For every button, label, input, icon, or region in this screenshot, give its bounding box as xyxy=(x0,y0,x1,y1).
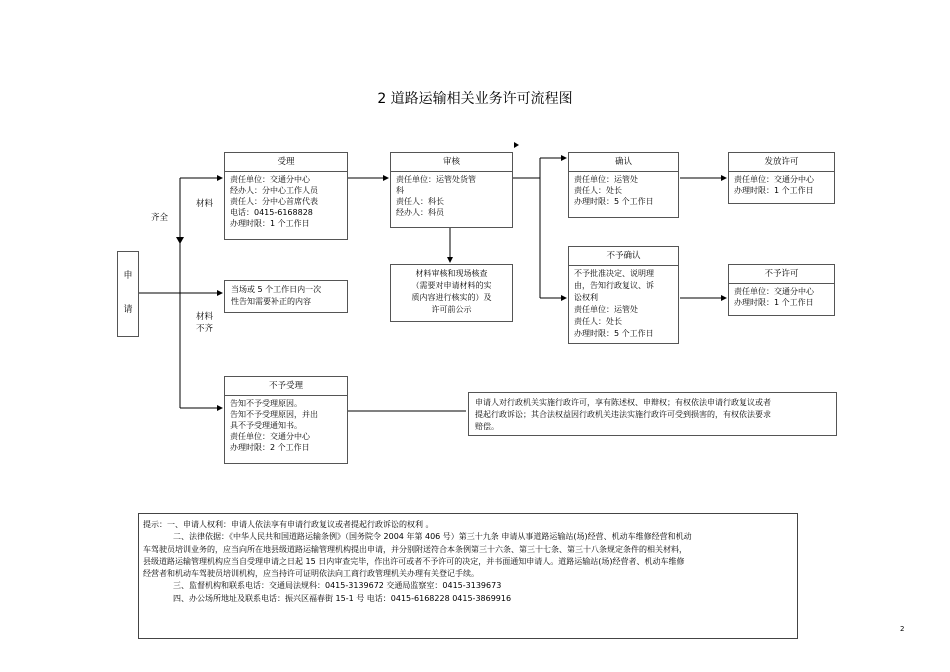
confirm-line: 办理时限：5 个工作日 xyxy=(574,197,654,206)
page-number: 2 xyxy=(900,625,905,633)
no-confirm-header: 不予确认 xyxy=(569,247,678,266)
no-permit-line: 责任单位：交通分中心 xyxy=(734,287,814,296)
review-note-line: （需要对申请材料的实 xyxy=(411,281,492,290)
review-box xyxy=(390,152,513,228)
confirm-header: 确认 xyxy=(569,153,678,172)
note-line: 县级道路运输管理机构应当自受理申请之日起 15 日内审查完毕，作出许可或者不予许可的决定，并书面通知申请人。道路运输站(场)经营者、机动车维修 xyxy=(143,556,685,566)
no-permit-box xyxy=(728,264,835,316)
confirm-line: 责任单位：运管处 xyxy=(574,175,638,184)
reject-line: 具不予受理通知书。 xyxy=(230,421,302,430)
note-line: 四、办公场所地址及联系电话：振兴区福春街 15-1 号 电话：0415-6168228 0415-3869916 xyxy=(173,593,512,603)
note-line: 经营者和机动车驾驶员培训机构，应当持许可证明依法向工商行政管理机关办理有关登记手续。 xyxy=(143,569,479,579)
review-note-box xyxy=(390,264,513,322)
rights-line: 赔偿。 xyxy=(475,422,499,431)
accept-line: 电话：0415-6168828 xyxy=(230,208,313,217)
review-note-line: 质内容进行核实的）及 xyxy=(411,293,492,302)
no-confirm-line: 办理时限：5 个工作日 xyxy=(574,329,654,338)
review-line: 科 xyxy=(396,186,404,195)
label-materials: 材料 xyxy=(196,199,214,209)
issue-line: 办理时限：1 个工作日 xyxy=(734,186,814,195)
note-line: 提示：一、申请人权利：申请人依法享有申请行政复议或者提起行政诉讼的权利 。 xyxy=(143,520,434,529)
label-incomplete: 不齐 xyxy=(196,324,214,334)
page-title: 2 道路运输相关业务许可流程图 xyxy=(377,91,573,107)
rights-line: 提起行政诉讼；其合法权益因行政机关违法实施行政许可受到损害的，有权依法要求 xyxy=(475,410,771,419)
reject-header: 不予受理 xyxy=(225,377,347,396)
review-header: 审核 xyxy=(391,153,512,172)
applicant-box xyxy=(117,251,139,337)
issue-header: 发放许可 xyxy=(729,153,834,172)
accept-line: 办理时限：1 个工作日 xyxy=(230,219,310,228)
accept-line: 经办人：分中心工作人员 xyxy=(230,186,318,195)
confirm-line: 责任人：处长 xyxy=(574,186,622,195)
no-confirm-line: 由，告知行政复议、诉 xyxy=(574,281,654,290)
confirm-box xyxy=(568,152,679,218)
rights-line: 申请人对行政机关实施行政许可，享有陈述权、申辩权；有权依法申请行政复议或者 xyxy=(475,398,771,407)
note-line: 二、法律依据：《中华人民共和国道路运输条例》（国务院令 2004 年第 406 号）第三十九条 申请从事道路运输站(场)经营、机动车维修经营和机动 xyxy=(173,532,692,542)
reject-box xyxy=(224,376,348,464)
review-line: 经办人：科员 xyxy=(396,208,444,217)
applicant-char-1: 申 xyxy=(123,271,133,281)
label-complete: 齐全 xyxy=(151,213,169,223)
accept-header: 受理 xyxy=(225,153,347,172)
review-line: 责任人：科长 xyxy=(396,197,444,206)
accept-box xyxy=(224,152,348,240)
no-permit-line: 办理时限：1 个工作日 xyxy=(734,298,814,307)
supplement-line: 当场或 5 个工作日内一次 xyxy=(231,285,322,294)
note-line: 车驾驶员培训业务的，应当向所在地县级道路运输管理机构提出申请，并分别附送符合本条例第三十六条、第三十七条、第三十八条规定条件的相关材料， xyxy=(143,544,687,554)
reject-line: 告知不予受理原因，并出 xyxy=(230,410,318,419)
note-line: 三、监督机构和联系电话：交通局法规科：0415-3139672 交通局监察室：0415-3139673 xyxy=(173,581,502,591)
accept-line: 责任单位：交通分中心 xyxy=(230,175,310,184)
no-permit-header: 不予许可 xyxy=(729,265,834,284)
label-materials-2: 材料 xyxy=(196,312,214,322)
applicant-char-2: 请 xyxy=(123,305,133,315)
issue-line: 责任单位：交通分中心 xyxy=(734,175,814,184)
reject-line: 责任单位：交通分中心 xyxy=(230,432,310,441)
no-confirm-line: 责任人：处长 xyxy=(574,317,622,326)
reject-line: 告知不予受理原因。 xyxy=(230,399,302,408)
no-confirm-line: 责任单位：运管处 xyxy=(574,305,638,314)
rights-box xyxy=(468,392,837,436)
reject-line: 办理时限：2 个工作日 xyxy=(230,443,310,452)
no-confirm-line: 讼权利 xyxy=(574,293,598,302)
notes-box xyxy=(138,513,798,639)
issue-permit-box xyxy=(728,152,835,204)
review-note-line: 材料审核和现场核查 xyxy=(415,269,488,278)
review-line: 责任单位：运管处货管 xyxy=(396,175,476,184)
accept-line: 责任人：分中心首席代表 xyxy=(230,197,318,206)
supplement-box xyxy=(224,280,348,313)
supplement-line: 性告知需要补正的内容 xyxy=(231,297,311,306)
no-confirm-line: 不予批准决定、说明理 xyxy=(574,269,654,278)
review-note-line: 许可前公示 xyxy=(431,305,472,314)
no-confirm-box xyxy=(568,246,679,344)
